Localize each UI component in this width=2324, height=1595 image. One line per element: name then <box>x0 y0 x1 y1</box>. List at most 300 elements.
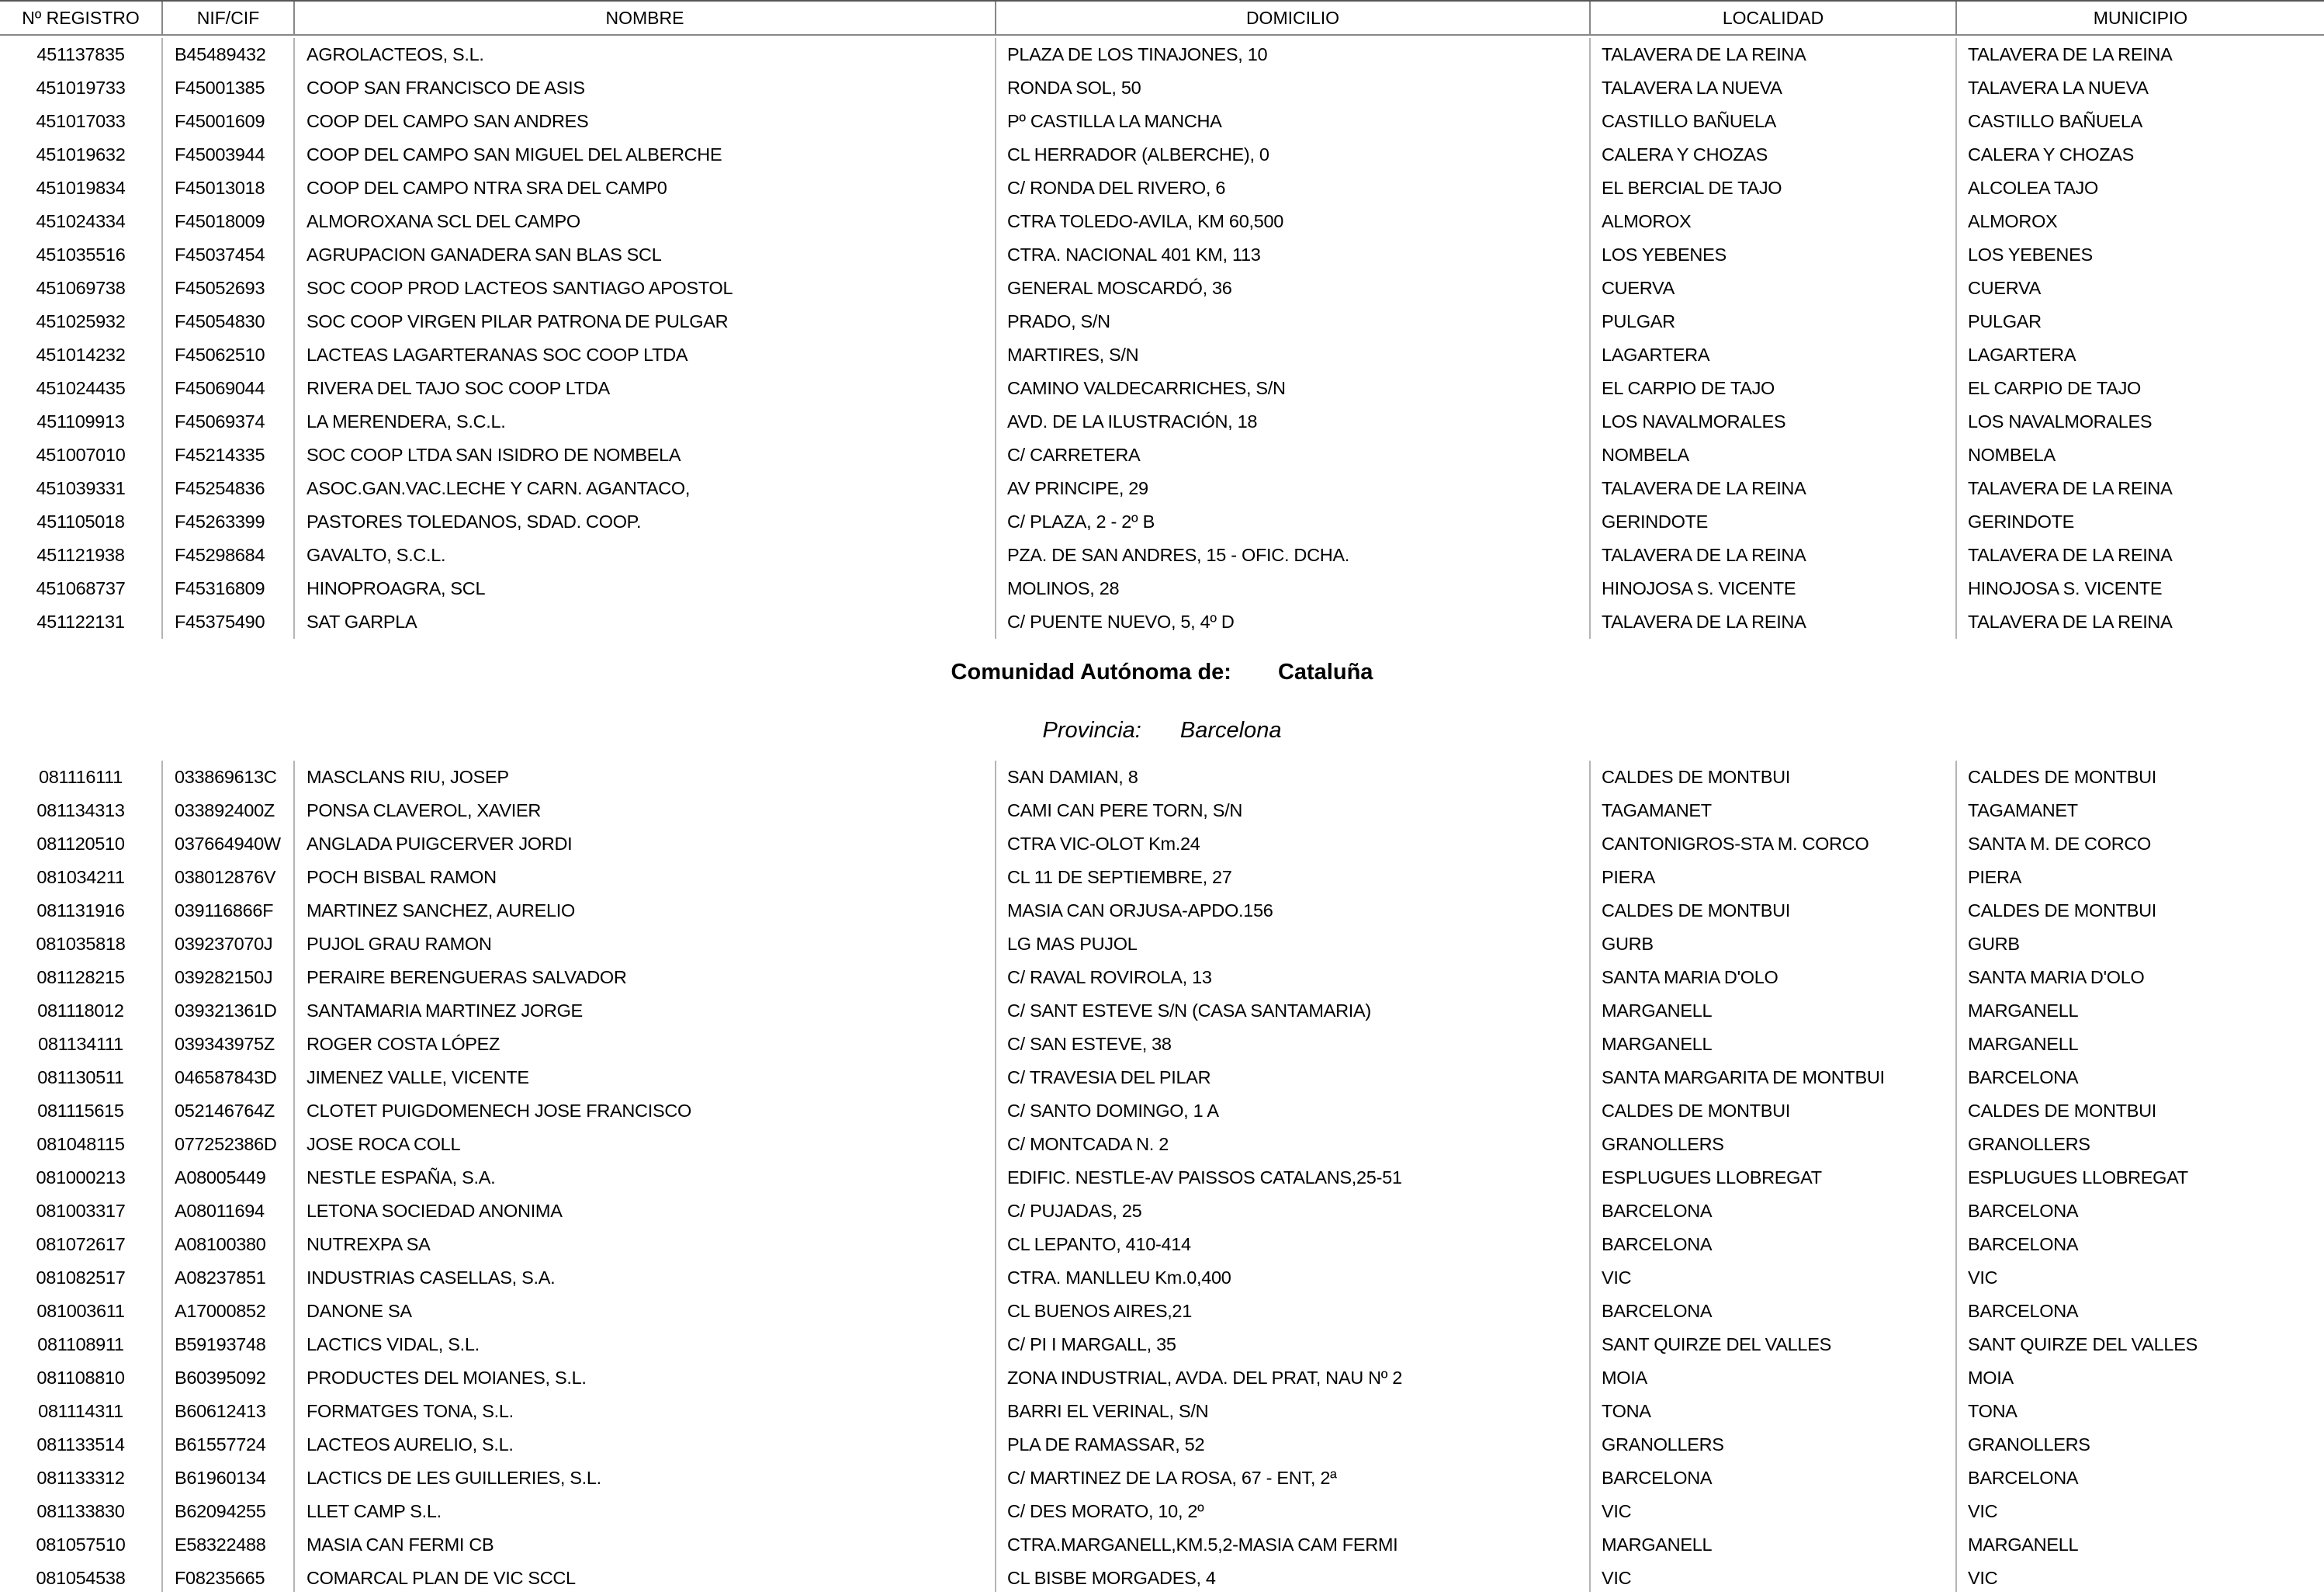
cell-localidad: BARCELONA <box>1602 1301 1713 1321</box>
cell-nif: 046587843D <box>175 1067 277 1087</box>
cell-registro: 081108810 <box>36 1368 125 1388</box>
cell-domicilio: PLA DE RAMASSAR, 52 <box>1007 1434 1205 1455</box>
cell-nombre: SOC COOP LTDA SAN ISIDRO DE NOMBELA <box>307 445 681 465</box>
cell-nombre: INDUSTRIAS CASELLAS, S.A. <box>307 1267 556 1288</box>
cell-municipio: BARCELONA <box>1968 1468 2079 1488</box>
cell-localidad: ESPLUGUES LLOBREGAT <box>1602 1167 1822 1188</box>
cell-municipio: MARGANELL <box>1968 1034 2079 1054</box>
cell-localidad: MARGANELL <box>1602 1034 1713 1054</box>
cell-registro: 081108911 <box>37 1334 124 1354</box>
cell-localidad: BARCELONA <box>1602 1201 1713 1221</box>
table-row <box>0 105 2324 138</box>
cell-domicilio: C/ TRAVESIA DEL PILAR <box>1007 1067 1211 1087</box>
cell-municipio: VIC <box>1968 1501 1998 1521</box>
header-municipio: MUNICIPIO <box>1955 2 2324 36</box>
cell-registro: 081057510 <box>36 1534 126 1555</box>
cell-domicilio: AV PRINCIPE, 29 <box>1007 478 1148 498</box>
cell-municipio: BARCELONA <box>1968 1301 2079 1321</box>
cell-localidad: TALAVERA DE LA REINA <box>1602 44 1806 64</box>
cell-domicilio: BARRI EL VERINAL, S/N <box>1007 1401 1209 1421</box>
cell-registro: 451019834 <box>36 178 126 198</box>
cell-localidad: CUERVA <box>1602 278 1675 298</box>
cell-registro: 451019632 <box>36 144 126 165</box>
cell-nombre: AGRUPACION GANADERA SAN BLAS SCL <box>307 244 662 265</box>
cell-nombre: AGROLACTEOS, S.L. <box>307 44 484 64</box>
provincia-value: Barcelona <box>1179 718 1282 743</box>
cell-domicilio: CTRA TOLEDO-AVILA, KM 60,500 <box>1007 211 1283 231</box>
cell-localidad: GERINDOTE <box>1602 511 1709 532</box>
cell-registro: 081034211 <box>36 867 125 887</box>
cell-localidad: TALAVERA DE LA REINA <box>1602 612 1806 632</box>
provincia-heading <box>0 718 2324 744</box>
cell-registro: 081000213 <box>36 1167 126 1188</box>
cell-registro: 451017033 <box>36 111 126 131</box>
cell-nif: F45013018 <box>175 178 265 198</box>
cell-nif: F08235665 <box>175 1568 265 1588</box>
cell-municipio: EL CARPIO DE TAJO <box>1968 378 2141 398</box>
cell-nombre: PUJOL GRAU RAMON <box>307 934 492 954</box>
cell-localidad: LOS NAVALMORALES <box>1602 411 1786 432</box>
cell-nif: A17000852 <box>175 1301 266 1321</box>
table-row <box>0 605 2324 639</box>
cell-nombre: LETONA SOCIEDAD ANONIMA <box>307 1201 563 1221</box>
barcelona-table-body <box>0 761 2324 1592</box>
cell-nif: F45003944 <box>175 144 265 165</box>
cell-nombre: ANGLADA PUIGCERVER JORDI <box>307 834 573 854</box>
cell-registro: 081116111 <box>39 767 123 787</box>
cell-nif: B60612413 <box>175 1401 266 1421</box>
cell-nif: F45001609 <box>175 111 265 131</box>
cell-domicilio: C/ MARTINEZ DE LA ROSA, 67 - ENT, 2ª <box>1007 1468 1337 1488</box>
cell-localidad: TALAVERA LA NUEVA <box>1602 78 1782 98</box>
provincia-label: Provincia: <box>1042 718 1141 743</box>
cell-municipio: TALAVERA DE LA REINA <box>1968 612 2173 632</box>
cell-domicilio: C/ DES MORATO, 10, 2º <box>1007 1501 1204 1521</box>
cell-localidad: HINOJOSA S. VICENTE <box>1602 578 1796 598</box>
cell-domicilio: MASIA CAN ORJUSA-APDO.156 <box>1007 900 1273 921</box>
cell-domicilio: CL HERRADOR (ALBERCHE), 0 <box>1007 144 1269 165</box>
cell-registro: 081003611 <box>36 1301 125 1321</box>
cell-municipio: MARGANELL <box>1968 1534 2079 1555</box>
cell-domicilio: CL BISBE MORGADES, 4 <box>1007 1568 1216 1588</box>
cell-municipio: VIC <box>1968 1267 1998 1288</box>
cell-registro: 081133312 <box>36 1468 125 1488</box>
cell-registro: 081134111 <box>38 1034 123 1054</box>
cell-nombre: PONSA CLAVEROL, XAVIER <box>307 800 542 820</box>
cell-localidad: PIERA <box>1602 867 1656 887</box>
cell-localidad: GURB <box>1602 934 1654 954</box>
cell-domicilio: PLAZA DE LOS TINAJONES, 10 <box>1007 44 1268 64</box>
cell-localidad: VIC <box>1602 1568 1632 1588</box>
cell-domicilio: AVD. DE LA ILUSTRACIÓN, 18 <box>1007 411 1258 432</box>
cell-registro: 451121938 <box>36 545 125 565</box>
cell-nif: F45018009 <box>175 211 265 231</box>
cell-municipio: CALDES DE MONTBUI <box>1968 900 2156 921</box>
cell-nif: F45001385 <box>175 78 265 98</box>
cell-nombre: COOP DEL CAMPO SAN ANDRES <box>307 111 589 131</box>
cell-nif: F45316809 <box>175 578 265 598</box>
table-row <box>0 305 2324 338</box>
table-row <box>0 761 2324 794</box>
cell-localidad: SANTA MARIA D'OLO <box>1602 967 1779 987</box>
cell-municipio: TONA <box>1968 1401 2017 1421</box>
table-row <box>0 71 2324 105</box>
cell-municipio: LAGARTERA <box>1968 345 2076 365</box>
header-registro: Nº REGISTRO <box>22 8 140 28</box>
cell-municipio: HINOJOSA S. VICENTE <box>1968 578 2163 598</box>
table-row <box>0 1195 2324 1228</box>
cell-nif: A08005449 <box>175 1167 266 1188</box>
cell-localidad: PULGAR <box>1602 311 1675 331</box>
cell-localidad: LAGARTERA <box>1602 345 1710 365</box>
cell-domicilio: MARTIRES, S/N <box>1007 345 1139 365</box>
cell-municipio: CALDES DE MONTBUI <box>1968 767 2156 787</box>
cell-nombre: LACTICS DE LES GUILLERIES, S.L. <box>307 1468 601 1488</box>
cell-nombre: SOC COOP PROD LACTEOS SANTIAGO APOSTOL <box>307 278 733 298</box>
cell-municipio: GURB <box>1968 934 2020 954</box>
cell-nif: B60395092 <box>175 1368 266 1388</box>
table-row <box>0 372 2324 405</box>
table-row <box>0 1328 2324 1361</box>
cell-localidad: MOIA <box>1602 1368 1647 1388</box>
cell-domicilio: C/ PUJADAS, 25 <box>1007 1201 1142 1221</box>
table-row <box>0 38 2324 71</box>
table-row <box>0 994 2324 1028</box>
cell-localidad: BARCELONA <box>1602 1234 1713 1254</box>
cell-nombre: LACTEOS AURELIO, S.L. <box>307 1434 514 1455</box>
cell-domicilio: C/ RONDA DEL RIVERO, 6 <box>1007 178 1226 198</box>
cell-municipio: SANT QUIRZE DEL VALLES <box>1968 1334 2198 1354</box>
cell-nif: A08237851 <box>175 1267 266 1288</box>
cell-nif: 039237070J <box>175 934 273 954</box>
cell-domicilio: C/ SANT ESTEVE S/N (CASA SANTAMARIA) <box>1007 1000 1371 1021</box>
table-row <box>0 1028 2324 1061</box>
cell-nif: F45298684 <box>175 545 265 565</box>
cell-registro: 081114311 <box>38 1401 123 1421</box>
table-row <box>0 1128 2324 1161</box>
cell-nif: 052146764Z <box>175 1101 275 1121</box>
cell-nombre: COMARCAL PLAN DE VIC SCCL <box>307 1568 576 1588</box>
cell-registro: 081128215 <box>36 967 125 987</box>
cell-municipio: LOS YEBENES <box>1968 244 2093 265</box>
cell-domicilio: CTRA.MARGANELL,KM.5,2-MASIA CAM FERMI <box>1007 1534 1398 1555</box>
cell-nombre: PASTORES TOLEDANOS, SDAD. COOP. <box>307 511 642 532</box>
cell-nombre: RIVERA DEL TAJO SOC COOP LTDA <box>307 378 610 398</box>
cell-domicilio: Pº CASTILLA LA MANCHA <box>1007 111 1222 131</box>
cell-localidad: TAGAMANET <box>1602 800 1712 820</box>
cell-nombre: SANTAMARIA MARTINEZ JORGE <box>307 1000 583 1021</box>
cell-nif: B59193748 <box>175 1334 266 1354</box>
cell-nif: B61960134 <box>175 1468 266 1488</box>
cell-localidad: TONA <box>1602 1401 1651 1421</box>
cell-municipio: CASTILLO BAÑUELA <box>1968 111 2143 131</box>
cell-domicilio: LG MAS PUJOL <box>1007 934 1138 954</box>
cell-nif: B61557724 <box>175 1434 266 1455</box>
cell-municipio: CUERVA <box>1968 278 2041 298</box>
cell-municipio: BARCELONA <box>1968 1067 2079 1087</box>
table-row <box>0 238 2324 272</box>
cell-nif: F45214335 <box>175 445 265 465</box>
cell-registro: 081082517 <box>36 1267 126 1288</box>
cell-domicilio: C/ SAN ESTEVE, 38 <box>1007 1034 1172 1054</box>
table-row <box>0 205 2324 238</box>
cell-domicilio: C/ RAVAL ROVIROLA, 13 <box>1007 967 1212 987</box>
cell-nif: 039282150J <box>175 967 273 987</box>
table-row <box>0 338 2324 372</box>
table-row <box>0 1295 2324 1328</box>
table-row <box>0 1261 2324 1295</box>
table-row <box>0 439 2324 472</box>
cell-registro: 081035818 <box>36 934 126 954</box>
cell-domicilio: RONDA SOL, 50 <box>1007 78 1141 98</box>
cell-nombre: COOP DEL CAMPO NTRA SRA DEL CAMP0 <box>307 178 667 198</box>
cell-domicilio: CTRA VIC-OLOT Km.24 <box>1007 834 1200 854</box>
cell-municipio: CALERA Y CHOZAS <box>1968 144 2135 165</box>
cell-nombre: ROGER COSTA LÓPEZ <box>307 1034 500 1054</box>
cell-nif: F45069044 <box>175 378 265 398</box>
cell-domicilio: CTRA. MANLLEU Km.0,400 <box>1007 1267 1231 1288</box>
cell-municipio: LOS NAVALMORALES <box>1968 411 2153 432</box>
cell-localidad: VIC <box>1602 1267 1632 1288</box>
table-row <box>0 572 2324 605</box>
table-row <box>0 539 2324 572</box>
cell-domicilio: CTRA. NACIONAL 401 KM, 113 <box>1007 244 1261 265</box>
table-row <box>0 272 2324 305</box>
cell-registro: 081133830 <box>36 1501 125 1521</box>
cell-nombre: COOP SAN FRANCISCO DE ASIS <box>307 78 585 98</box>
cell-localidad: SANTA MARGARITA DE MONTBUI <box>1602 1067 1885 1087</box>
table-row <box>0 1462 2324 1495</box>
cell-municipio: ALMOROX <box>1968 211 2058 231</box>
header-localidad: LOCALIDAD <box>1589 2 1955 36</box>
cell-registro: 451019733 <box>36 78 126 98</box>
cell-nif: 039321361D <box>175 1000 277 1021</box>
cell-nombre: LACTEAS LAGARTERANAS SOC COOP LTDA <box>307 345 688 365</box>
cell-registro: 451007010 <box>36 445 126 465</box>
cell-localidad: GRANOLLERS <box>1602 1134 1724 1154</box>
table-row <box>0 472 2324 505</box>
table-row <box>0 1094 2324 1128</box>
cell-localidad: NOMBELA <box>1602 445 1689 465</box>
cell-registro: 081120510 <box>36 834 125 854</box>
cell-nif: B45489432 <box>175 44 266 64</box>
comunidad-label: Comunidad Autónoma de: <box>951 660 1231 685</box>
cell-nombre: DANONE SA <box>307 1301 412 1321</box>
cell-municipio: GRANOLLERS <box>1968 1434 2090 1455</box>
cell-localidad: BARCELONA <box>1602 1468 1713 1488</box>
cell-municipio: TALAVERA DE LA REINA <box>1968 545 2173 565</box>
cell-domicilio: CL BUENOS AIRES,21 <box>1007 1301 1192 1321</box>
cell-municipio: GERINDOTE <box>1968 511 2075 532</box>
cell-nif: F45069374 <box>175 411 265 432</box>
cell-municipio: TALAVERA DE LA REINA <box>1968 478 2173 498</box>
cell-municipio: VIC <box>1968 1568 1998 1588</box>
cell-localidad: CALDES DE MONTBUI <box>1602 767 1790 787</box>
cell-nombre: GAVALTO, S.C.L. <box>307 545 446 565</box>
cell-domicilio: CAMINO VALDECARRICHES, S/N <box>1007 378 1286 398</box>
cell-nif: F45254836 <box>175 478 265 498</box>
cell-registro: 451039331 <box>36 478 126 498</box>
cell-municipio: PIERA <box>1968 867 2022 887</box>
cell-municipio: MARGANELL <box>1968 1000 2079 1021</box>
cell-registro: 451068737 <box>36 578 126 598</box>
cell-domicilio: C/ PLAZA, 2 - 2º B <box>1007 511 1155 532</box>
cell-nif: E58322488 <box>175 1534 266 1555</box>
cell-registro: 451109913 <box>36 411 125 432</box>
table-row <box>0 1361 2324 1395</box>
cell-nif: F45054830 <box>175 311 265 331</box>
table-row <box>0 1061 2324 1094</box>
cell-domicilio: C/ PI I MARGALL, 35 <box>1007 1334 1176 1354</box>
cell-domicilio: CAMI CAN PERE TORN, S/N <box>1007 800 1243 820</box>
cell-nombre: MASIA CAN FERMI CB <box>307 1534 494 1555</box>
table-row <box>0 961 2324 994</box>
cell-domicilio: C/ PUENTE NUEVO, 5, 4º D <box>1007 612 1235 632</box>
cell-localidad: GRANOLLERS <box>1602 1434 1724 1455</box>
cell-nif: 033869613C <box>175 767 277 787</box>
cell-domicilio: PRADO, S/N <box>1007 311 1110 331</box>
cell-nombre: JOSE ROCA COLL <box>307 1134 461 1154</box>
cell-localidad: CASTILLO BAÑUELA <box>1602 111 1777 131</box>
cell-municipio: CALDES DE MONTBUI <box>1968 1101 2156 1121</box>
cell-domicilio: GENERAL MOSCARDÓ, 36 <box>1007 278 1232 298</box>
cell-localidad: MARGANELL <box>1602 1000 1713 1021</box>
cell-nombre: LACTICS VIDAL, S.L. <box>307 1334 480 1354</box>
table-row <box>0 405 2324 439</box>
cell-nif: A08100380 <box>175 1234 266 1254</box>
cell-registro: 081048115 <box>36 1134 125 1154</box>
cell-domicilio: C/ CARRETERA <box>1007 445 1141 465</box>
toledo-table-body <box>0 38 2324 639</box>
cell-nombre: NUTREXPA SA <box>307 1234 431 1254</box>
cell-municipio: TALAVERA LA NUEVA <box>1968 78 2149 98</box>
cell-registro: 451035516 <box>36 244 126 265</box>
cell-registro: 451024435 <box>36 378 126 398</box>
cell-nif: 039116866F <box>175 900 274 921</box>
table-row <box>0 1228 2324 1261</box>
cell-nif: A08011694 <box>175 1201 265 1221</box>
cell-domicilio: PZA. DE SAN ANDRES, 15 - OFIC. DCHA. <box>1007 545 1350 565</box>
cell-nombre: NESTLE ESPAÑA, S.A. <box>307 1167 496 1188</box>
cell-municipio: TALAVERA DE LA REINA <box>1968 44 2173 64</box>
cell-localidad: TALAVERA DE LA REINA <box>1602 478 1806 498</box>
cell-municipio: ALCOLEA TAJO <box>1968 178 2098 198</box>
cell-localidad: ALMOROX <box>1602 211 1692 231</box>
cell-nombre: CLOTET PUIGDOMENECH JOSE FRANCISCO <box>307 1101 691 1121</box>
cell-localidad: VIC <box>1602 1501 1632 1521</box>
cell-nombre: JIMENEZ VALLE, VICENTE <box>307 1067 529 1087</box>
table-row <box>0 928 2324 961</box>
cell-municipio: GRANOLLERS <box>1968 1134 2090 1154</box>
cell-nif: B62094255 <box>175 1501 266 1521</box>
comunidad-heading <box>0 660 2324 685</box>
cell-nombre: SAT GARPLA <box>307 612 417 632</box>
cell-nombre: LA MERENDERA, S.C.L. <box>307 411 506 432</box>
cell-nombre: ASOC.GAN.VAC.LECHE Y CARN. AGANTACO, <box>307 478 691 498</box>
cell-nombre: FORMATGES TONA, S.L. <box>307 1401 514 1421</box>
table-row <box>0 505 2324 539</box>
table-row <box>0 138 2324 172</box>
header-domicilio: DOMICILIO <box>995 2 1589 36</box>
cell-nif: F45062510 <box>175 345 265 365</box>
cell-registro: 081131916 <box>36 900 125 921</box>
cell-registro: 081118012 <box>37 1000 124 1021</box>
cell-municipio: NOMBELA <box>1968 445 2056 465</box>
cell-nombre: MARTINEZ SANCHEZ, AURELIO <box>307 900 575 921</box>
cell-registro: 451069738 <box>36 278 126 298</box>
header-nombre: NOMBRE <box>293 2 995 36</box>
cell-municipio: SANTA M. DE CORCO <box>1968 834 2152 854</box>
cell-nombre: COOP DEL CAMPO SAN MIGUEL DEL ALBERCHE <box>307 144 722 165</box>
header-nif: NIF/CIF <box>161 2 293 36</box>
table-row <box>0 1161 2324 1195</box>
cell-registro: 081054538 <box>36 1568 126 1588</box>
cell-localidad: MARGANELL <box>1602 1534 1713 1555</box>
cell-localidad: EL CARPIO DE TAJO <box>1602 378 1775 398</box>
cell-registro: 451122131 <box>36 612 125 632</box>
cell-nif: 077252386D <box>175 1134 277 1154</box>
cell-localidad: TALAVERA DE LA REINA <box>1602 545 1806 565</box>
cell-registro: 081133514 <box>36 1434 125 1455</box>
cell-domicilio: ZONA INDUSTRIAL, AVDA. DEL PRAT, NAU Nº 2 <box>1007 1368 1403 1388</box>
cell-domicilio: CL LEPANTO, 410-414 <box>1007 1234 1191 1254</box>
table-header <box>0 0 2324 36</box>
cell-nombre: PRODUCTES DEL MOIANES, S.L. <box>307 1368 587 1388</box>
cell-domicilio: EDIFIC. NESTLE-AV PAISSOS CATALANS,25-51 <box>1007 1167 1402 1188</box>
cell-localidad: CALERA Y CHOZAS <box>1602 144 1768 165</box>
cell-nif: 037664940W <box>175 834 281 854</box>
cell-nombre: MASCLANS RIU, JOSEP <box>307 767 509 787</box>
cell-domicilio: C/ MONTCADA N. 2 <box>1007 1134 1169 1154</box>
table-row <box>0 861 2324 894</box>
cell-municipio: SANTA MARIA D'OLO <box>1968 967 2145 987</box>
cell-nif: F45037454 <box>175 244 265 265</box>
cell-localidad: CALDES DE MONTBUI <box>1602 1101 1790 1121</box>
cell-domicilio: CL 11 DE SEPTIEMBRE, 27 <box>1007 867 1232 887</box>
table-row <box>0 794 2324 827</box>
cell-registro: 451105018 <box>36 511 125 532</box>
cell-municipio: BARCELONA <box>1968 1201 2079 1221</box>
table-row <box>0 1428 2324 1462</box>
cell-nif: 038012876V <box>175 867 276 887</box>
cell-registro: 451014232 <box>36 345 126 365</box>
table-row <box>0 827 2324 861</box>
cell-nombre: HINOPROAGRA, SCL <box>307 578 486 598</box>
cell-registro: 081003317 <box>36 1201 126 1221</box>
table-row <box>0 1528 2324 1562</box>
cell-domicilio: SAN DAMIAN, 8 <box>1007 767 1138 787</box>
cell-localidad: EL BERCIAL DE TAJO <box>1602 178 1782 198</box>
cell-registro: 081072617 <box>36 1234 126 1254</box>
cell-registro: 451025932 <box>36 311 126 331</box>
cell-municipio: TAGAMANET <box>1968 800 2078 820</box>
cell-localidad: LOS YEBENES <box>1602 244 1727 265</box>
table-row <box>0 1495 2324 1528</box>
cell-domicilio: C/ SANTO DOMINGO, 1 A <box>1007 1101 1219 1121</box>
cell-nif: F45052693 <box>175 278 265 298</box>
cell-nif: F45375490 <box>175 612 265 632</box>
cell-nif: 039343975Z <box>175 1034 275 1054</box>
cell-municipio: BARCELONA <box>1968 1234 2079 1254</box>
cell-localidad: CANTONIGROS-STA M. CORCO <box>1602 834 1869 854</box>
cell-municipio: MOIA <box>1968 1368 2014 1388</box>
comunidad-value: Cataluña <box>1277 660 1373 685</box>
cell-registro: 451137835 <box>36 44 125 64</box>
cell-registro: 451024334 <box>36 211 126 231</box>
table-row <box>0 1395 2324 1428</box>
cell-nombre: ALMOROXANA SCL DEL CAMPO <box>307 211 580 231</box>
table-row <box>0 1562 2324 1595</box>
